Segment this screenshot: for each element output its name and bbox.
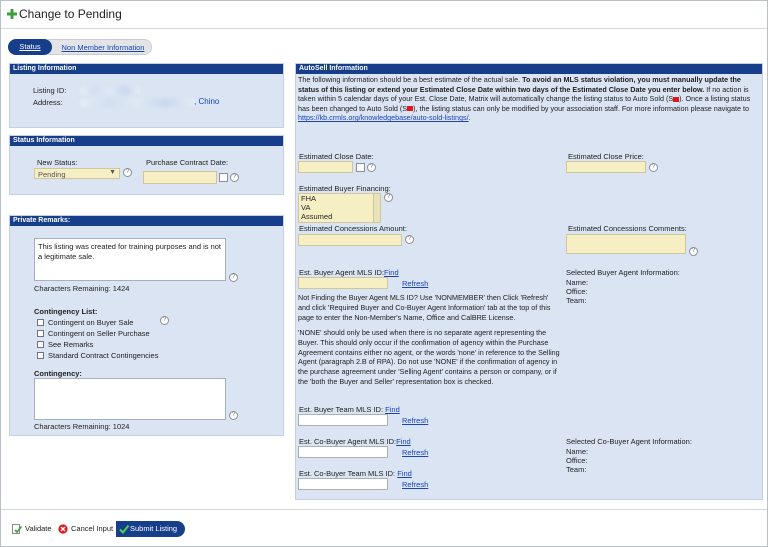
est-co-buyer-agent-label	[299, 437, 411, 446]
help-icon[interactable]: ?	[230, 173, 239, 182]
est-concessions-amount-label: Estimated Concessions Amount:	[299, 224, 407, 233]
listing-information-panel	[9, 63, 284, 128]
help-icon[interactable]: ?	[649, 163, 658, 172]
plus-icon	[7, 9, 17, 19]
private-remarks-panel	[9, 215, 284, 436]
refresh-buyer-agent-link[interactable]: Refresh	[402, 279, 429, 288]
est-co-buyer-agent-input[interactable]	[298, 446, 388, 458]
buyer-agent-team-label: Team:	[566, 296, 587, 305]
est-buyer-team-label-text: Est. Buyer Team MLS ID:	[299, 405, 384, 414]
autosell-notice-intro: The following information should be a best estimate of the actual sale.	[298, 75, 521, 84]
see-remarks-checkbox[interactable]	[37, 341, 44, 348]
contingent-on-seller-purchase-label: Contingent on Seller Purchase	[48, 329, 150, 338]
est-buyer-agent-label	[299, 268, 399, 277]
standard-contract-contingencies-label: Standard Contract Contingencies	[48, 351, 159, 360]
autosell-information-panel	[295, 63, 763, 500]
autosell-notice-period: .	[468, 113, 471, 122]
standard-contract-contingencies-checkbox[interactable]	[37, 352, 44, 359]
co-buyer-agent-office-label: Office:	[566, 456, 588, 465]
calendar-icon[interactable]	[219, 173, 228, 182]
chevron-down-icon: ▼	[109, 169, 116, 176]
submit-listing-button[interactable]	[116, 521, 185, 537]
refresh-buyer-team-link[interactable]: Refresh	[402, 416, 429, 425]
help-icon[interactable]: ?	[229, 411, 238, 420]
selected-co-buyer-agent-label: Selected Co-Buyer Agent Information:	[566, 437, 692, 446]
contingency-label: Contingency:	[34, 369, 82, 378]
autosell-notice-staff: Once a listing status has been changed to Auto Sold (S	[298, 94, 751, 113]
est-co-buyer-team-label-text: Est. Co-Buyer Team MLS ID:	[299, 469, 396, 478]
est-buyer-financing-listbox[interactable]	[298, 193, 381, 223]
est-buyer-team-label	[299, 405, 400, 414]
est-close-date-label: Estimated Close Date:	[299, 152, 374, 161]
address-label: Address:	[33, 98, 63, 107]
autosell-notice-auto-change: If no action is taken within 5 calendar days of your Est. Close Date, Matrix will automatically change the listing status to Auto Sold (S	[298, 84, 749, 103]
address-city: , Chino	[194, 97, 220, 106]
calendar-icon[interactable]	[356, 163, 365, 172]
private-remarks-textarea[interactable]	[34, 238, 226, 281]
financing-option-va[interactable]: VA	[301, 203, 311, 212]
new-status-value: Pending	[38, 170, 66, 179]
validate-label: Validate	[25, 524, 52, 533]
status-information-header: Status Information	[10, 136, 283, 146]
contingent-on-seller-purchase-checkbox[interactable]	[37, 330, 44, 337]
cancel-input-button[interactable]	[57, 521, 113, 537]
est-co-buyer-team-input[interactable]	[298, 478, 388, 490]
contingency-list-label: Contingency List:	[34, 307, 98, 316]
est-buyer-agent-label-text: Est. Buyer Agent MLS ID:	[299, 268, 385, 277]
submit-listing-label: Submit Listing	[130, 524, 178, 533]
est-close-price-input[interactable]	[566, 161, 646, 173]
contingency-textarea[interactable]	[34, 378, 226, 420]
new-status-select[interactable]	[34, 168, 120, 179]
est-concessions-amount-input[interactable]	[298, 234, 402, 246]
tab-status-label: Status	[19, 42, 41, 51]
est-buyer-agent-input[interactable]	[298, 277, 388, 289]
purchase-contract-date-label: Purchase Contract Date:	[146, 158, 229, 167]
refresh-co-buyer-team-link[interactable]: Refresh	[402, 480, 429, 489]
private-remarks-text: This listing was created for training purposes and is not a legitimate sale.	[38, 242, 222, 261]
find-co-buyer-agent-link[interactable]: Find	[396, 437, 411, 446]
find-buyer-team-link[interactable]: Find	[385, 405, 400, 414]
nonmember-help-text: Not Finding the Buyer Agent MLS ID? Use 'NONMEMBER' then Click 'Refresh' and click 'Required Buyer and Co-Buyer Agent Information' tab at the top of this page to enter the Non-Member's Name, Office and CalBRE License.	[298, 293, 551, 322]
help-icon[interactable]: ?	[405, 235, 414, 244]
action-bar	[1, 509, 767, 546]
financing-scrollbar[interactable]	[373, 194, 380, 222]
financing-option-fha[interactable]: FHA	[301, 194, 316, 203]
co-buyer-agent-name-label: Name:	[566, 447, 589, 456]
autosell-notice-staff-end: ), the listing status can only be modified by your association staff. For more information please navigate to	[413, 103, 749, 113]
est-concessions-comments-input[interactable]	[566, 234, 686, 254]
private-remarks-characters-remaining: Characters Remaining: 1424	[34, 284, 130, 293]
cancel-icon	[58, 524, 68, 534]
window-title: Change to Pending	[19, 7, 122, 21]
listing-information-header: Listing Information	[10, 64, 283, 74]
est-close-price-label: Estimated Close Price:	[568, 152, 644, 161]
selected-buyer-agent-label: Selected Buyer Agent Information:	[566, 268, 680, 277]
est-buyer-financing-label: Estimated Buyer Financing:	[299, 184, 391, 193]
auto-sold-kb-link[interactable]: https://kb.crmls.org/knowledgebase/auto-sold-listings/	[298, 113, 469, 122]
see-remarks-label: See Remarks	[48, 340, 94, 349]
private-remarks-header: Private Remarks:	[10, 216, 283, 226]
est-co-buyer-agent-label-text: Est. Co-Buyer Agent MLS ID:	[299, 437, 397, 446]
status-information-panel	[9, 135, 284, 195]
listing-id-label: Listing ID:	[33, 86, 67, 95]
tab-non-member-information[interactable]: Non Member Information	[42, 39, 152, 55]
autosell-notice	[298, 75, 761, 123]
validate-icon	[12, 524, 22, 534]
find-co-buyer-team-link[interactable]: Find	[397, 469, 412, 478]
contingent-on-buyer-sale-label: Contingent on Buyer Sale	[48, 318, 134, 327]
co-buyer-agent-team-label: Team:	[566, 465, 587, 474]
new-status-label: New Status:	[37, 158, 78, 167]
help-icon[interactable]: ?	[160, 316, 169, 325]
refresh-co-buyer-agent-link[interactable]: Refresh	[402, 448, 429, 457]
purchase-contract-date-input[interactable]	[143, 171, 217, 184]
autosell-notice-bold: To avoid an MLS status violation, you must manually update the status of this listing or extend your Estimated Close Date within two days of the Estimated Close Date you enter below.	[298, 75, 741, 94]
buyer-agent-office-label: Office:	[566, 287, 588, 296]
buyer-agent-name-label: Name:	[566, 278, 589, 287]
est-close-date-input[interactable]	[298, 161, 353, 173]
help-icon[interactable]: ?	[123, 168, 132, 177]
est-concessions-comments-label: Estimated Concessions Comments:	[568, 224, 687, 233]
none-agent-help-text: 'NONE' should only be used when there is no separate agent representing the Buyer. This should only occur if the confirmation of agency within the Purchase Agreement contains either no agent, or the words 'none' in reference to the Selling Agent (paragraph 2.B of RPA). Do not use 'NONE' if the confirmation of agency in the purchase agreement under 'Selling Agent' contains a person or company, or if the 'both the Buyer and Seller' representation box is checked.	[298, 328, 560, 386]
autosell-information-header: AutoSell Information	[296, 64, 762, 74]
address-value	[80, 98, 195, 107]
tab-status[interactable]	[8, 39, 52, 55]
checkmark-icon	[119, 524, 129, 534]
help-icon[interactable]: ?	[689, 247, 698, 256]
contingent-on-buyer-sale-checkbox[interactable]	[37, 319, 44, 326]
financing-option-assumed[interactable]: Assumed	[301, 212, 333, 221]
autosell-notice-auto-change-end: ).	[679, 94, 684, 103]
est-co-buyer-team-label	[299, 469, 412, 478]
help-icon[interactable]: ?	[384, 193, 393, 202]
listing-id-value	[80, 86, 140, 95]
cancel-input-label: Cancel Input	[71, 524, 114, 533]
contingency-characters-remaining: Characters Remaining: 1024	[34, 422, 130, 431]
title-bar	[1, 1, 767, 29]
est-buyer-team-input[interactable]	[298, 414, 388, 426]
help-icon[interactable]: ?	[367, 163, 376, 172]
validate-button[interactable]	[11, 521, 52, 537]
help-icon[interactable]: ?	[229, 273, 238, 282]
find-buyer-agent-link[interactable]: Find	[384, 268, 399, 277]
